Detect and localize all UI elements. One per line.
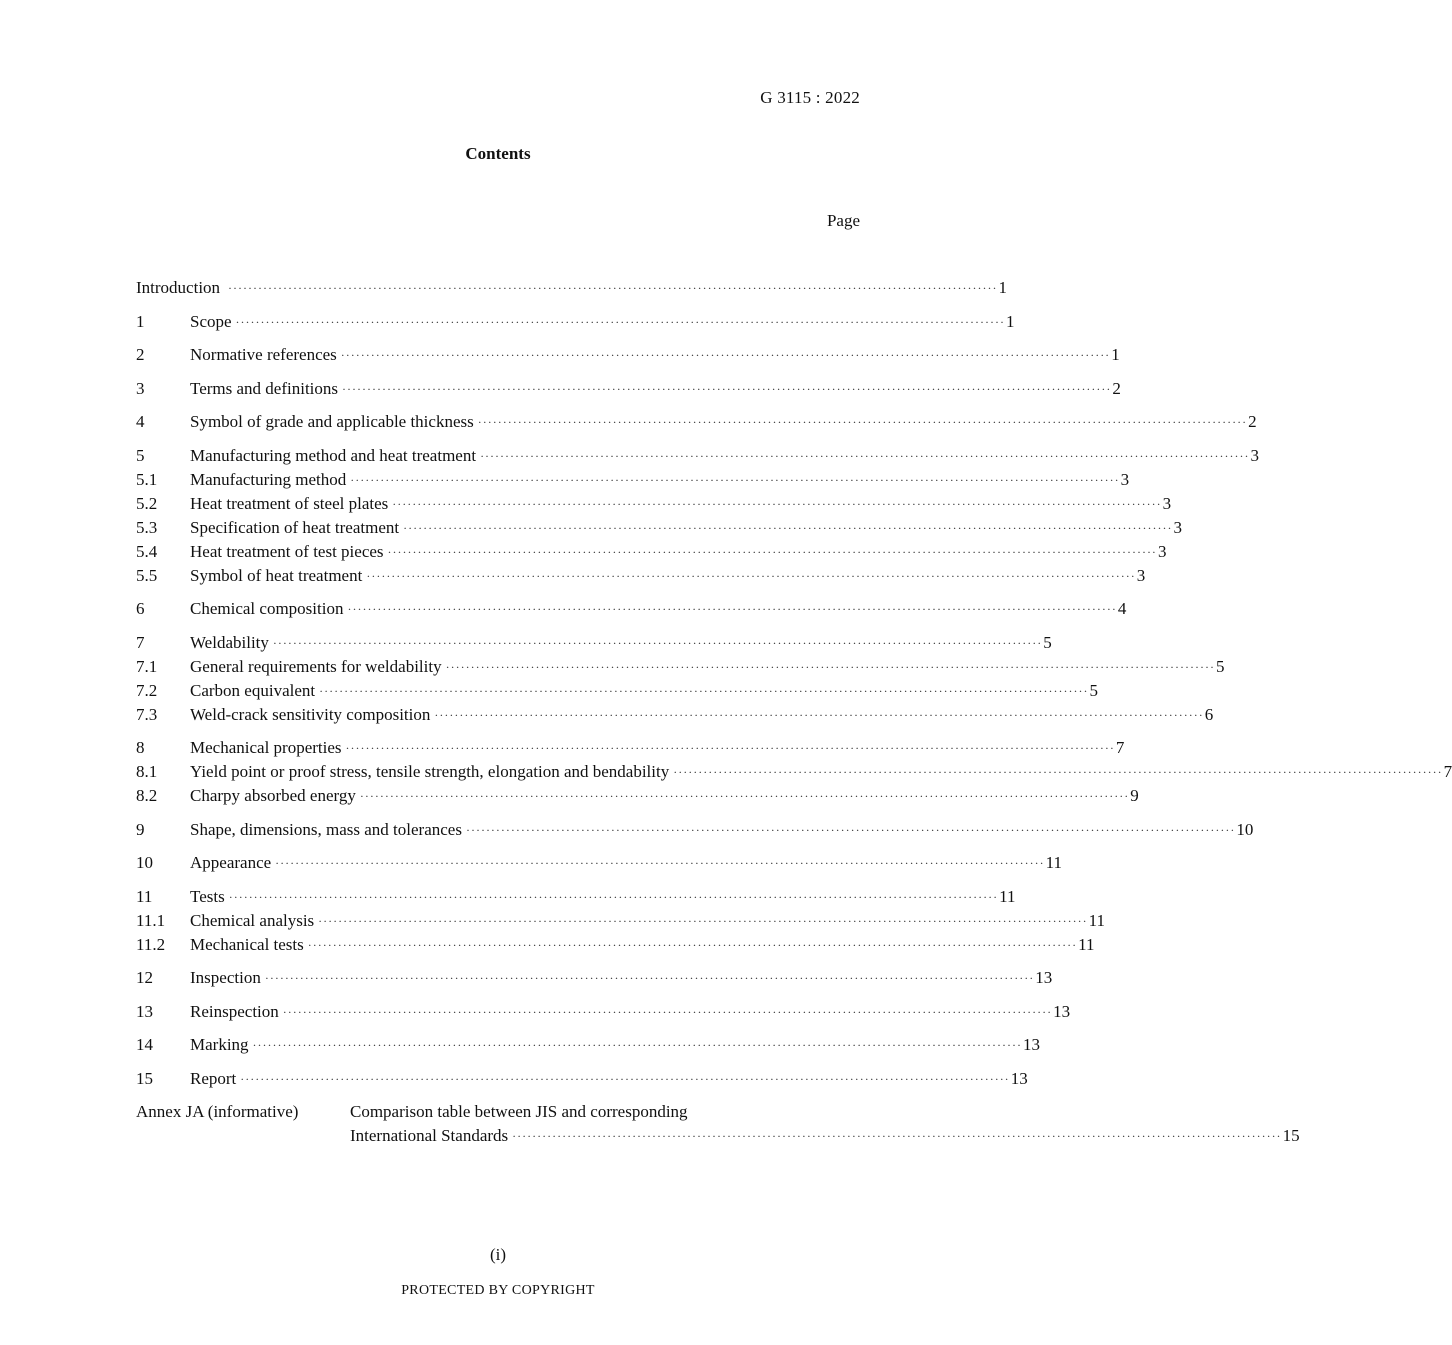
toc-entry-label: Marking xyxy=(190,1035,249,1054)
toc-entry-label: Report xyxy=(190,1068,237,1088)
toc-entry-number: 6 xyxy=(136,599,145,618)
toc-entry-label: Specification of heat treatment xyxy=(190,517,400,537)
toc-entry-label: Weldability xyxy=(190,632,269,652)
toc-entry[interactable] xyxy=(136,631,1052,655)
toc-entry[interactable] xyxy=(136,377,1121,401)
toc-entry-page: 7 xyxy=(1443,762,1452,781)
toc-entry[interactable] xyxy=(136,492,1172,516)
dot-leader xyxy=(350,468,1119,492)
dot-leader xyxy=(236,310,1005,334)
toc-entry-page: 3 xyxy=(1250,445,1259,465)
toc-entry-number: 1 xyxy=(136,311,145,331)
toc-entry-number: 13 xyxy=(136,1001,153,1021)
toc-entry-number: 10 xyxy=(136,853,153,872)
toc-entry[interactable] xyxy=(136,679,1099,703)
toc-entry[interactable] xyxy=(136,885,1016,909)
dot-leader xyxy=(275,851,1044,875)
toc-entry-page: 2 xyxy=(1248,412,1257,431)
toc-entry-page: 13 xyxy=(1053,1001,1071,1021)
toc-entry[interactable] xyxy=(136,818,1254,842)
toc-entry-annex-ja[interactable] xyxy=(136,1100,1300,1148)
toc-group xyxy=(136,444,1259,588)
annex-title xyxy=(350,1100,1300,1148)
dot-leader xyxy=(466,818,1235,842)
toc-entry-number: 7.1 xyxy=(136,656,158,676)
toc-group xyxy=(136,343,1120,367)
toc-intro-group xyxy=(136,276,1007,300)
annex-label: Annex JA (informative) xyxy=(136,1102,299,1121)
toc-entry-label: Terms and definitions xyxy=(190,378,339,398)
toc-entry-label: Introduction xyxy=(136,278,221,297)
page-column-header: Page xyxy=(826,211,860,230)
toc-entry-label: General requirements for weldability xyxy=(190,656,442,676)
toc-entry-label: Mechanical tests xyxy=(190,934,304,954)
dot-leader xyxy=(478,410,1247,434)
dot-leader xyxy=(265,966,1034,990)
toc-entry-number: 8.2 xyxy=(136,786,158,805)
toc-group xyxy=(136,1000,1071,1024)
toc-entry[interactable] xyxy=(136,1000,1071,1024)
toc-entry-number: 15 xyxy=(136,1068,153,1088)
dot-leader xyxy=(392,492,1161,516)
toc-group xyxy=(136,1033,1040,1057)
toc-entry-number: 7 xyxy=(136,632,145,652)
toc-entry-label: Mechanical properties xyxy=(190,738,342,757)
dot-leader xyxy=(673,760,1442,784)
toc-entry-label: Manufacturing method and heat treatment xyxy=(190,445,477,465)
dot-leader xyxy=(403,516,1172,540)
footer-page-number: (i) xyxy=(489,1245,507,1264)
toc-entry-introduction[interactable] xyxy=(136,276,1007,300)
toc-entry-page: 13 xyxy=(1035,968,1053,987)
toc-entry-number: 14 xyxy=(136,1035,153,1054)
toc-entry-page: 7 xyxy=(1115,738,1125,757)
toc-entry[interactable] xyxy=(136,909,1105,933)
toc-entry[interactable] xyxy=(136,468,1130,492)
toc-entry-page: 13 xyxy=(1010,1068,1028,1088)
toc-entry-number: 4 xyxy=(136,412,145,431)
toc-group xyxy=(136,631,1225,727)
toc-group xyxy=(136,410,1257,434)
toc-entry[interactable] xyxy=(136,966,1053,990)
dot-leader xyxy=(318,909,1087,933)
toc-entry[interactable] xyxy=(136,540,1167,564)
toc-entry-page: 11 xyxy=(1045,853,1062,872)
toc-entry[interactable] xyxy=(136,655,1225,679)
toc-entry-page: 6 xyxy=(1204,704,1214,724)
dot-leader xyxy=(512,1124,1281,1148)
toc-entry-label: Chemical composition xyxy=(190,599,344,618)
toc-entry-number: 8.1 xyxy=(136,762,158,781)
toc-entry-page: 10 xyxy=(1236,819,1254,839)
dot-leader xyxy=(434,703,1203,727)
dot-leader xyxy=(253,1033,1022,1057)
toc-entry-label: Reinspection xyxy=(190,1001,279,1021)
toc-entry-label: Yield point or proof stress, tensile strength, elongation and bendability xyxy=(190,762,670,781)
toc-entry-number: 5 xyxy=(136,445,145,465)
toc-entry-label: Symbol of grade and applicable thickness xyxy=(190,412,474,431)
dot-leader xyxy=(388,540,1157,564)
document-id: G 3115 : 2022 xyxy=(760,88,860,107)
toc-entry-number: 7.2 xyxy=(136,680,158,700)
toc-entry-number: 5.3 xyxy=(136,517,158,537)
toc-entry-page: 3 xyxy=(1157,541,1167,561)
toc-entry[interactable] xyxy=(136,784,1139,808)
toc-entry-label: Shape, dimensions, mass and tolerances xyxy=(190,819,462,839)
dot-leader xyxy=(341,343,1110,367)
dot-leader xyxy=(347,597,1116,621)
toc-entry[interactable] xyxy=(136,564,1146,588)
toc-entry-number: 3 xyxy=(136,378,145,398)
toc-entry-number: 7.3 xyxy=(136,704,158,724)
annex-page: 15 xyxy=(1282,1126,1300,1145)
toc-entry-label: Chemical analysis xyxy=(190,910,315,930)
toc-entry-page: 5 xyxy=(1043,632,1052,652)
toc-entry[interactable] xyxy=(136,343,1120,367)
toc-entry-page: 4 xyxy=(1117,599,1127,618)
toc-entry-page: 11 xyxy=(1088,910,1105,930)
dot-leader xyxy=(273,631,1042,655)
toc-entry-number: 9 xyxy=(136,819,145,839)
toc-group xyxy=(136,736,1452,808)
toc-entry-page: 1 xyxy=(998,278,1007,297)
toc-entry-page: 1 xyxy=(1111,345,1120,364)
dot-leader xyxy=(480,444,1249,468)
toc-entry-number: 12 xyxy=(136,968,153,987)
toc-entry-label: Normative references xyxy=(190,345,337,364)
annex-title-line2: International Standards xyxy=(350,1126,509,1145)
toc-group xyxy=(136,818,1254,842)
annex-title-line2-row xyxy=(350,1124,1300,1148)
toc-entry-number: 5.5 xyxy=(136,565,158,585)
copyright-notice: PROTECTED BY COPYRIGHT xyxy=(401,1283,595,1298)
toc-group xyxy=(136,377,1121,401)
toc-group xyxy=(136,966,1053,990)
toc-entry-number: 11 xyxy=(136,886,153,906)
toc-entry[interactable] xyxy=(136,1033,1040,1057)
toc-entry-number: 5.4 xyxy=(136,541,158,561)
toc-group xyxy=(136,885,1105,957)
toc-entry-page: 1 xyxy=(1005,311,1015,331)
dot-leader xyxy=(346,736,1115,760)
toc-group xyxy=(136,310,1015,334)
toc-entry-page: 11 xyxy=(999,886,1016,906)
toc-entry-number: 2 xyxy=(136,345,145,364)
dot-leader xyxy=(308,933,1077,957)
toc-entry-label: Weld-crack sensitivity composition xyxy=(190,704,431,724)
toc-entry-number: 5.2 xyxy=(136,493,158,513)
page-title: Contents xyxy=(465,144,531,163)
toc-entry-number: 11.1 xyxy=(136,910,166,930)
toc-entry[interactable] xyxy=(136,736,1125,760)
toc-entry[interactable] xyxy=(136,933,1095,957)
toc-entry-label: Heat treatment of steel plates xyxy=(190,493,389,513)
annex-title-line1: Comparison table between JIS and corresponding xyxy=(350,1102,688,1121)
toc-entry-label: Carbon equivalent xyxy=(190,680,316,700)
toc-entry-page: 3 xyxy=(1120,469,1130,489)
toc-entry[interactable] xyxy=(136,1067,1028,1091)
toc-entry-label: Manufacturing method xyxy=(190,469,347,489)
toc-entry-page: 3 xyxy=(1173,517,1183,537)
toc-entry-label: Tests xyxy=(190,886,225,906)
toc-entry-label: Scope xyxy=(190,311,232,331)
toc-group xyxy=(136,1067,1028,1091)
toc-entry[interactable] xyxy=(136,597,1127,621)
toc-entry-page: 5 xyxy=(1089,680,1099,700)
toc-entry[interactable] xyxy=(136,760,1452,784)
toc-sections xyxy=(136,310,1452,1091)
dot-leader xyxy=(366,564,1135,588)
toc-entry-page: 13 xyxy=(1022,1035,1040,1054)
toc-group xyxy=(136,597,1127,621)
toc-entry[interactable] xyxy=(136,444,1259,468)
toc-entry-label: Appearance xyxy=(190,853,272,872)
toc-entry-label: Heat treatment of test pieces xyxy=(190,541,384,561)
toc-entry-page: 3 xyxy=(1136,565,1146,585)
toc-entry-page: 3 xyxy=(1162,493,1172,513)
toc-entry-label: Charpy absorbed energy xyxy=(190,786,356,805)
toc-group xyxy=(136,851,1062,875)
toc-entry[interactable] xyxy=(136,410,1257,434)
toc-entry-label: Symbol of heat treatment xyxy=(190,565,363,585)
toc-entry[interactable] xyxy=(136,516,1183,540)
dot-leader xyxy=(283,1000,1052,1024)
dot-leader xyxy=(229,885,998,909)
toc-entry[interactable] xyxy=(136,310,1015,334)
toc-entry-number: 8 xyxy=(136,738,145,757)
toc-entry-page: 5 xyxy=(1216,656,1225,676)
dot-leader xyxy=(240,1067,1009,1091)
toc-entry-number: 11.2 xyxy=(136,934,166,954)
dot-leader xyxy=(446,655,1215,679)
dot-leader xyxy=(228,276,997,300)
toc-entry-label: Inspection xyxy=(190,968,261,987)
toc-entry-page: 2 xyxy=(1112,378,1121,398)
toc-entry[interactable] xyxy=(136,703,1214,727)
dot-leader xyxy=(319,679,1088,703)
dot-leader xyxy=(360,784,1129,808)
toc-entry-page: 11 xyxy=(1078,934,1095,954)
toc-entry-number: 5.1 xyxy=(136,469,158,489)
dot-leader xyxy=(342,377,1111,401)
toc-entry[interactable] xyxy=(136,851,1062,875)
toc-entry-page: 9 xyxy=(1130,786,1139,805)
table-of-contents xyxy=(136,276,1452,1148)
